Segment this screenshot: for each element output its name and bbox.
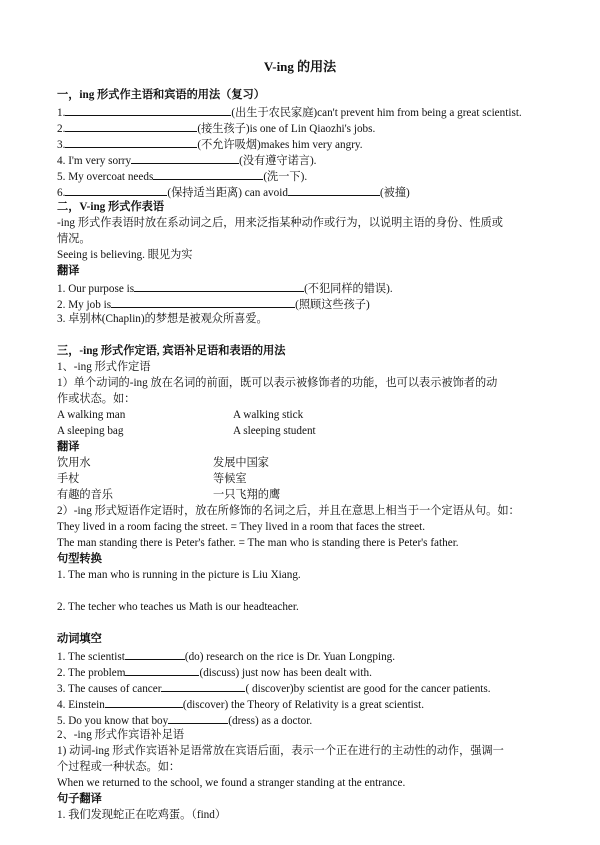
s1-line-6 bbox=[57, 184, 557, 200]
s4-line-2 bbox=[57, 664, 557, 680]
translate-left: 饮用水 bbox=[57, 457, 91, 469]
s3-description-2: 2）-ing 形式短语作定语时，放在所修饰的名词之后，并且在意思上相当于一个定语从句。如： bbox=[57, 505, 520, 517]
s1-line-3 bbox=[57, 136, 557, 152]
example-left: A sleeping bag bbox=[57, 425, 124, 437]
s2-line-1-hint: (不犯同样的错误). bbox=[304, 283, 393, 295]
s1-line-5-hint: (洗一下). bbox=[263, 171, 308, 183]
answer-blank[interactable] bbox=[168, 712, 228, 724]
s1-line-6-hint-2: (被撞) bbox=[379, 187, 410, 199]
s1-line-2-hint: (接生孩子) bbox=[197, 123, 250, 135]
s3-example-1: They lived in a room facing the street. = They lived in a room that faces the street. bbox=[57, 521, 426, 533]
s4-example: When we returned to the school, we found a stranger standing at the entrance. bbox=[57, 777, 406, 789]
answer-blank[interactable] bbox=[153, 168, 263, 180]
s3-translate-row bbox=[57, 488, 557, 502]
answer-blank[interactable] bbox=[288, 184, 380, 196]
s4-line-4-rest: (discover) the Theory of Relativity is a great scientist. bbox=[182, 699, 425, 711]
answer-blank[interactable] bbox=[131, 152, 239, 164]
answer-blank[interactable] bbox=[65, 120, 197, 132]
answer-blank[interactable] bbox=[111, 296, 295, 308]
s1-line-1-hint: (出生于农民家庭) bbox=[231, 107, 318, 119]
translate-right: 发展中国家 bbox=[213, 457, 269, 469]
s1-line-5-text: 5. My overcoat needs bbox=[57, 171, 154, 183]
s1-line-4 bbox=[57, 152, 557, 168]
s4-line-5 bbox=[57, 712, 557, 728]
s1-line-6-num: 6. bbox=[57, 187, 66, 199]
s4-line-2-rest: (discuss) just now has been dealt with. bbox=[199, 667, 372, 679]
s1-line-6-hint-1: (保持适当距离) bbox=[167, 187, 242, 199]
s4-line-3 bbox=[57, 680, 557, 696]
s4-description-a: 1) 动词-ing 形式作宾语补足语常放在宾语后面，表示一个正在进行的主动性的动作，强调一 bbox=[57, 745, 504, 757]
section-2-heading: 二，V-ing 形式作表语 bbox=[57, 201, 165, 213]
s4-line-1-text: 1. The scientist bbox=[57, 651, 125, 663]
answer-blank[interactable] bbox=[125, 648, 185, 660]
s2-line-2-text: 2. My job is bbox=[57, 299, 112, 311]
s4-line-3-text: 3. The causes of cancer bbox=[57, 683, 162, 695]
s1-line-4-hint: (没有遵守诺言). bbox=[239, 155, 317, 167]
s4-subheading-2: 2、-ing 形式作宾语补足语 bbox=[57, 729, 185, 741]
s2-line-2-hint: (照顾这些孩子) bbox=[295, 299, 370, 311]
s3-conversion-1: 1. The man who is running in the picture is Liu Xiang. bbox=[57, 569, 301, 581]
s2-line-3: 3. 卓别林(Chaplin)的梦想是被观众所喜爱。 bbox=[57, 313, 268, 325]
s3-translate-row bbox=[57, 472, 557, 486]
s1-line-4-text: 4. I'm very sorry bbox=[57, 155, 132, 167]
example-right: A walking stick bbox=[233, 409, 304, 421]
s3-translate-label: 翻译 bbox=[57, 441, 80, 453]
s4-line-2-text: 2. The problem bbox=[57, 667, 126, 679]
s3-subheading-1: 1、-ing 形式作定语 bbox=[57, 361, 151, 373]
s1-line-1 bbox=[57, 104, 557, 120]
s2-example: Seeing is believing. 眼见为实 bbox=[57, 249, 193, 261]
s1-line-2 bbox=[57, 120, 557, 136]
answer-blank[interactable] bbox=[65, 104, 231, 116]
section-1-heading: 一，ing 形式作主语和宾语的用法（复习） bbox=[57, 89, 265, 101]
s3-description-1b: 作或状态。如： bbox=[57, 393, 136, 405]
example-right: A sleeping student bbox=[233, 425, 316, 437]
section-3-heading: 三，-ing 形式作定语, 宾语补足语和表语的用法 bbox=[57, 345, 286, 357]
example-left: A walking man bbox=[57, 409, 126, 421]
answer-blank[interactable] bbox=[125, 664, 199, 676]
s3-example-row bbox=[57, 408, 557, 422]
s4-line-4-text: 4. Einstein bbox=[57, 699, 105, 711]
s4-line-5-text: 5. Do you know that boy bbox=[57, 715, 169, 727]
translate-left: 有趣的音乐 bbox=[57, 489, 113, 501]
s1-line-1-text: can't prevent him from being a great scientist. bbox=[317, 107, 522, 119]
s3-example-row bbox=[57, 424, 557, 438]
s4-translate-1: 1. 我们发现蛇正在吃鸡蛋。（find） bbox=[57, 809, 227, 821]
s3-description-1a: 1）单个动词的-ing 放在名词的前面，既可以表示被修饰者的功能，也可以表示被饰者的动 bbox=[57, 377, 498, 389]
s2-line-1-text: 1. Our purpose is bbox=[57, 283, 135, 295]
s4-sentence-translate-label: 句子翻译 bbox=[57, 793, 102, 805]
translate-left: 手杖 bbox=[57, 473, 80, 485]
s3-conversion-label: 句型转换 bbox=[57, 553, 102, 565]
s2-description-1: -ing 形式作表语时放在系动词之后，用来泛指某种动作或行为，以说明主语的身份、性质或 bbox=[57, 217, 503, 229]
s1-line-2-text: is one of Lin Qiaozhi's jobs. bbox=[249, 123, 376, 135]
answer-blank[interactable] bbox=[105, 696, 183, 708]
s1-line-5 bbox=[57, 168, 557, 184]
s4-fill-label: 动词填空 bbox=[57, 633, 102, 645]
s2-line-2 bbox=[57, 296, 557, 312]
translate-right: 一只飞翔的鹰 bbox=[213, 489, 281, 501]
s2-translate-label: 翻译 bbox=[57, 265, 80, 277]
s2-line-1 bbox=[57, 280, 557, 296]
answer-blank[interactable] bbox=[65, 184, 167, 196]
s4-line-3-rest: ( discover)by scientist are good for the cancer patients. bbox=[245, 683, 491, 695]
s1-line-6-text: can avoid bbox=[241, 187, 288, 199]
answer-blank[interactable] bbox=[65, 136, 197, 148]
s3-conversion-2: 2. The techer who teaches us Math is our headteacher. bbox=[57, 601, 299, 613]
answer-blank[interactable] bbox=[134, 280, 304, 292]
s1-line-3-text: makes him very angry. bbox=[260, 139, 363, 151]
s4-line-1 bbox=[57, 648, 557, 664]
s4-description-b: 个过程或一种状态。如： bbox=[57, 761, 181, 773]
answer-blank[interactable] bbox=[161, 680, 245, 692]
s3-example-2: The man standing there is Peter's father. = The man who is standing there is Peter's father. bbox=[57, 537, 459, 549]
translate-right: 等候室 bbox=[213, 473, 247, 485]
s4-line-5-rest: (dress) as a doctor. bbox=[228, 715, 313, 727]
page-title: V-ing 的用法 bbox=[263, 59, 337, 74]
s4-line-1-rest: (do) research on the rice is Dr. Yuan Longping. bbox=[184, 651, 396, 663]
s3-translate-row bbox=[57, 456, 557, 470]
s1-line-1-num: 1. bbox=[57, 107, 66, 119]
s2-description-2: 情况。 bbox=[57, 233, 91, 245]
s4-line-4 bbox=[57, 696, 557, 712]
s1-line-2-num: 2. bbox=[57, 123, 66, 135]
s1-line-3-hint: (不允许吸烟) bbox=[197, 139, 261, 151]
s1-line-3-num: 3. bbox=[57, 139, 66, 151]
